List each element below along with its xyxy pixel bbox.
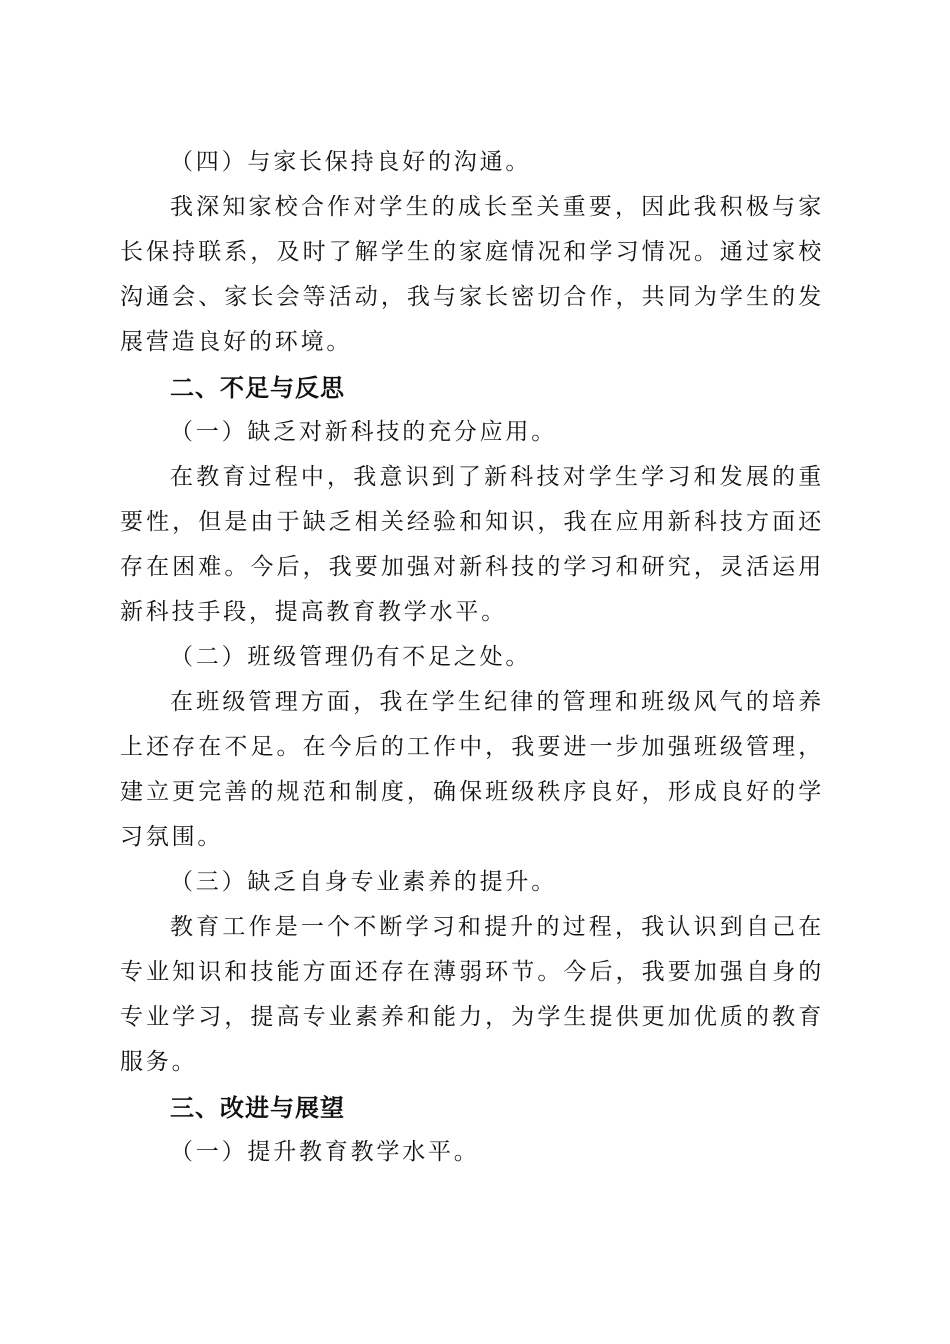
subheading-communication-with-parents: （四）与家长保持良好的沟通。 bbox=[170, 149, 532, 175]
subheading-new-technology: （一）缺乏对新科技的充分应用。 bbox=[170, 419, 557, 445]
paragraph-home-school-cooperation: 我深知家校合作对学生的成长至关重要，因此我积极与家长保持联系，及时了解学生的家庭情况和学习情况。通过家校沟通会、家长会等活动，我与家长密切合作，共同为学生的发展营造良好的环境。 bbox=[120, 194, 824, 355]
paragraph-class-management: 在班级管理方面，我在学生纪律的管理和班级风气的培养上还存在不足。在今后的工作中，我要进一步加强班级管理，建立更完善的规范和制度，确保班级秩序良好，形成良好的学习氛围。 bbox=[120, 689, 824, 850]
document-body bbox=[120, 140, 824, 1175]
subheading-professional-development: （三）缺乏自身专业素养的提升。 bbox=[170, 869, 557, 895]
paragraph-new-technology: 在教育过程中，我意识到了新科技对学生学习和发展的重要性，但是由于缺乏相关经验和知识，我在应用新科技方面还存在困难。今后，我要加强对新科技的学习和研究，灵活运用新科技手段，提高教育教学水平。 bbox=[120, 464, 824, 625]
section-heading-shortcomings: 二、不足与反思 bbox=[170, 373, 345, 402]
paragraph-professional-development: 教育工作是一个不断学习和提升的过程，我认识到自己在专业知识和技能方面还存在薄弱环节。今后，我要加强自身的专业学习，提高专业素养和能力，为学生提供更加优质的教育服务。 bbox=[120, 914, 824, 1075]
subheading-teaching-level: （一）提升教育教学水平。 bbox=[170, 1139, 480, 1165]
subheading-class-management: （二）班级管理仍有不足之处。 bbox=[170, 644, 532, 670]
section-heading-improvement: 三、改进与展望 bbox=[170, 1093, 345, 1122]
